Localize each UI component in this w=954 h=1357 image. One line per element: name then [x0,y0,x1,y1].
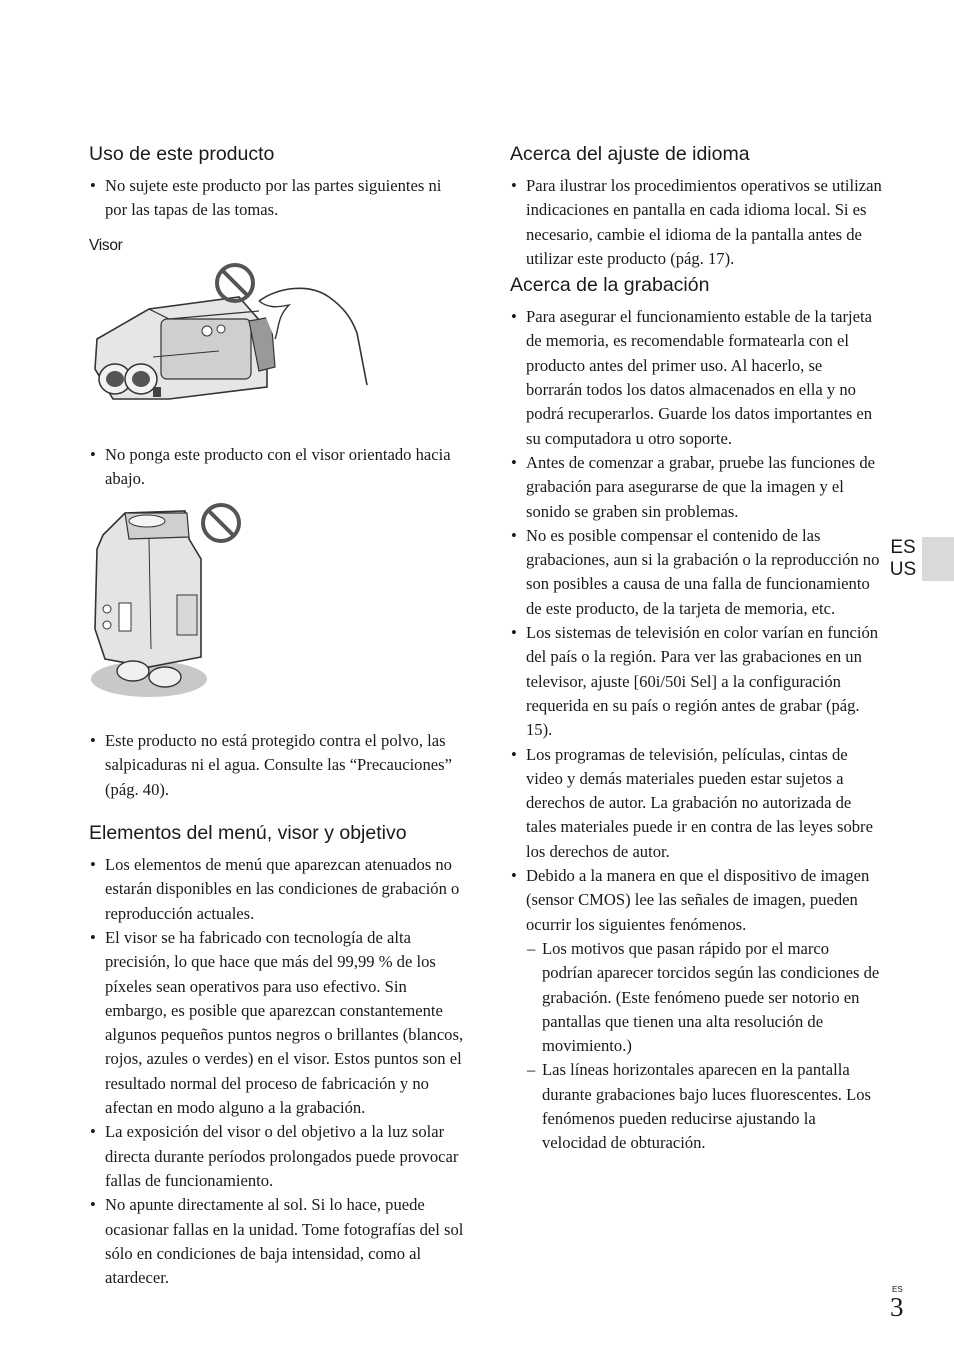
language-tab-marker [922,537,954,581]
language-tab-label [884,537,922,581]
right-column [510,140,882,1156]
section-title-elementos: Elementos del menú, visor y objetivo [89,822,407,845]
list-item-text: Debido a la manera en que el dispositivo de imagen (sensor CMOS) lee las señales de imagen, pueden ocurrir los siguientes fenómenos. [526,866,870,934]
list-item: • Los sistemas de televisión en color varían en función del país o la región. Para ver las grabaciones en un televisor, ajuste [60i/50i Sel] a la configuración requerida en su país o región antes de grabar (pág. 15). [510,621,882,742]
language-code-es: ES [890,537,916,558]
left-column [89,140,467,1290]
uso-list [89,174,467,223]
figure-label-visor: Visor [89,236,123,254]
list-item: • No es posible compensar el contenido de las grabaciones, aun si la grabación o la reproducción no son posibles a causa de una falla de funcionamiento de este producto, de la tarjeta de memoria, etc. [510,524,882,621]
idioma-list [510,174,882,271]
list-item: • No sujete este producto por las partes siguientes ni por las tapas de las tomas. [89,174,467,223]
elementos-list [89,853,467,1290]
dash-item: – Los motivos que pasan rápido por el marco podrían aparecer torcidos según las condiciones de grabación. (Este fenómeno puede ser notorio en pantallas que tienen una alta resolución de movimiento.) [526,937,882,1058]
section-title-grabacion: Acerca de la grabación [510,274,710,297]
list-item: • El visor se ha fabricado con tecnología de alta precisión, lo que hace que más del 99,99 % de los píxeles sean operativos para uso efectivo. Sin embargo, es posible que aparezcan constantemente algunos pequeños puntos negros o brillantes (blancos, rojos, azules o verdes) en el visor. Estos puntos son el resultado normal del proceso de fabricación y no afectan en modo alguno a la grabación. [89,926,467,1120]
page-number: 3 [890,1292,904,1322]
dash-item: – Las líneas horizontales aparecen en la pantalla durante grabaciones bajo luces fluorescentes. Los fenómenos pueden reducirse ajustando la velocidad de obturación. [526,1058,882,1155]
language-code-us: US [889,559,917,580]
grabacion-list [510,305,882,1155]
uso-list-3 [89,729,467,802]
list-item: • Para asegurar el funcionamiento estable de la tarjeta de memoria, es recomendable formatearla con el producto antes del primer uso. Al hacerlo, se borrarán todos los datos almacenados en ella y no podrá recuperarlos. Guarde los datos importantes en su computadora u otro soporte. [510,305,882,451]
section-title-idioma: Acerca del ajuste de idioma [510,143,750,165]
list-item: • Para ilustrar los procedimientos operativos se utilizan indicaciones en pantalla en cada idioma local. Si es necesario, cambie el idioma de la pantalla antes de utilizar este producto (pág. 17). [510,174,882,271]
list-item: • Los elementos de menú que aparezcan atenuados no estarán disponibles en las condiciones de grabación o reproducción actuales. [89,853,467,926]
page-lang-code: ES [892,1285,903,1294]
camera-held-illustration [89,259,389,429]
section-title-uso: Uso de este producto [89,143,275,165]
list-item: • Los programas de televisión, películas, cintas de video y demás materiales pueden estar sujetos a derechos de autor. La grabación no autorizada de tales materiales puede ir en contra de las leyes sobre los derechos de autor. [510,743,882,864]
list-item: • No ponga este producto con el visor orientado hacia abajo. [89,443,467,492]
figure-camera-upright [89,499,467,709]
phenomena-list [526,937,882,1156]
list-item: • La exposición del visor o del objetivo a la luz solar directa durante períodos prolongados puede provocar fallas de funcionamiento. [89,1120,467,1193]
camera-upright-illustration [89,499,259,709]
uso-list-2 [89,443,467,492]
figure-hand-holding-visor [89,259,467,429]
list-item: • Antes de comenzar a grabar, pruebe las funciones de grabación para asegurarse de que la imagen y el sonido se graben sin problemas. [510,451,882,524]
list-item: • No apunte directamente al sol. Si lo hace, puede ocasionar fallas en la unidad. Tome fotografías del sol sólo en condiciones de baja intensidad, como al atardecer. [89,1193,467,1290]
list-item: • Este producto no está protegido contra el polvo, las salpicaduras ni el agua. Consulte las “Precauciones” (pág. 40). [89,729,467,802]
list-item [510,864,882,1156]
